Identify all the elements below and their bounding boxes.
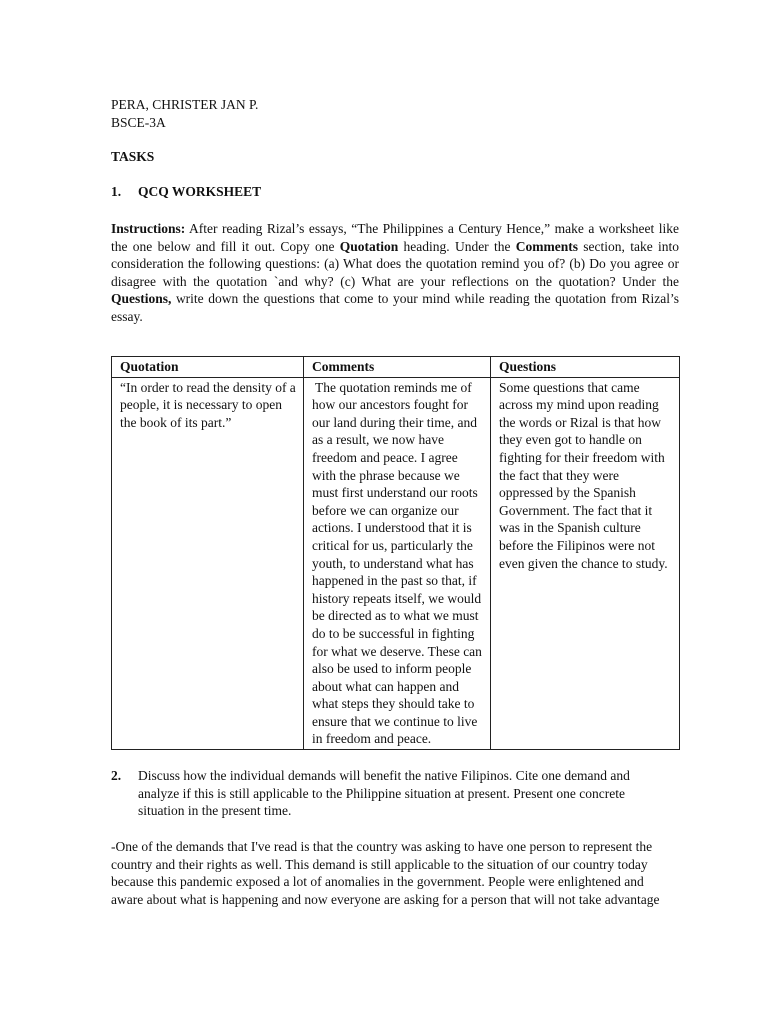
item-number-1: 1. — [111, 184, 122, 199]
questions-cell: Some questions that came across my mind upon reading the words or Rizal is that how they even got to handle on fighting for their freedom with the fact that they were oppressed by the Spanish Government. The fact that it was in the Spanish culture before the Filipinos were not even given the chance to study. — [491, 377, 680, 749]
header-comments: Comments — [304, 357, 491, 378]
qcq-heading — [111, 183, 679, 201]
instructions-bold-comments: Comments — [515, 238, 579, 254]
student-name: PERA, CHRISTER JAN P. — [111, 97, 259, 112]
answer-2-paragraph: -One of the demands that I've read is that the country was asking to have one person to represent the country and their rights as well. This demand is still applicable to the situation of our country today because this pandemic exposed a lot of anomalies in the government. People were enlightened and aware about what is happening and now everyone are asking for a person that will not take advantage — [111, 839, 660, 907]
instructions-bold-quotation: Quotation — [339, 238, 399, 254]
qcq-table — [111, 356, 680, 750]
item-number-2: 2. — [111, 768, 122, 783]
instructions-label: Instructions: — [111, 221, 186, 236]
item-title-1: QCQ WORKSHEET — [138, 184, 262, 199]
header-questions: Questions — [491, 357, 680, 378]
comments-cell: The quotation reminds me of how our ancestors fought for our land during their time, and as a result, we now have freedom and peace. I agree with the phrase because we must first understand our roots before we can organize our actions. I understood that it is critical for us, particularly the youth, to understand what has happened in the past so that, if history repeats itself, we would be directed as to what we must do to be successful in fighting for what we deserve. These can also be used to inform people about what can happen and what steps they should take to ensure that we continue to live in freedom and peace. — [304, 377, 491, 749]
item-2-prompt: Discuss how the individual demands will benefit the native Filipinos. Cite one demand and analyze if this is still applicable to the Philippine situation at present. Present one concrete situation in the present time. — [138, 768, 630, 819]
tasks-heading: TASKS — [111, 149, 155, 164]
table-row — [112, 377, 680, 749]
table-header-row — [112, 357, 680, 378]
header-quotation: Quotation — [112, 357, 304, 378]
quotation-cell: “In order to read the density of a people, it is necessary to open the book of its part.” — [112, 377, 304, 749]
instructions-paragraph — [111, 220, 679, 326]
instructions-text-1: After reading Rizal’s essays, “The Philippines a Century Hence,” make a worksheet like the one below and fill it out. Copy one — [111, 221, 679, 254]
student-header — [111, 96, 679, 131]
instructions-text-4: write down the questions that come to your mind while reading the quotation from Rizal’s essay. — [111, 291, 679, 324]
instructions-bold-questions: Questions, — [111, 291, 172, 307]
instructions-text-2: heading. Under the — [398, 238, 516, 254]
instructions-text-3: section, take into consideration the following questions: (a) What does the quotation remind you of? (b) Do you agree or disagree with the quotation `and why? (c) What are your reflections on the quotation? Under the — [111, 238, 679, 289]
student-section: BSCE-3A — [111, 114, 166, 130]
item-2 — [111, 767, 671, 820]
